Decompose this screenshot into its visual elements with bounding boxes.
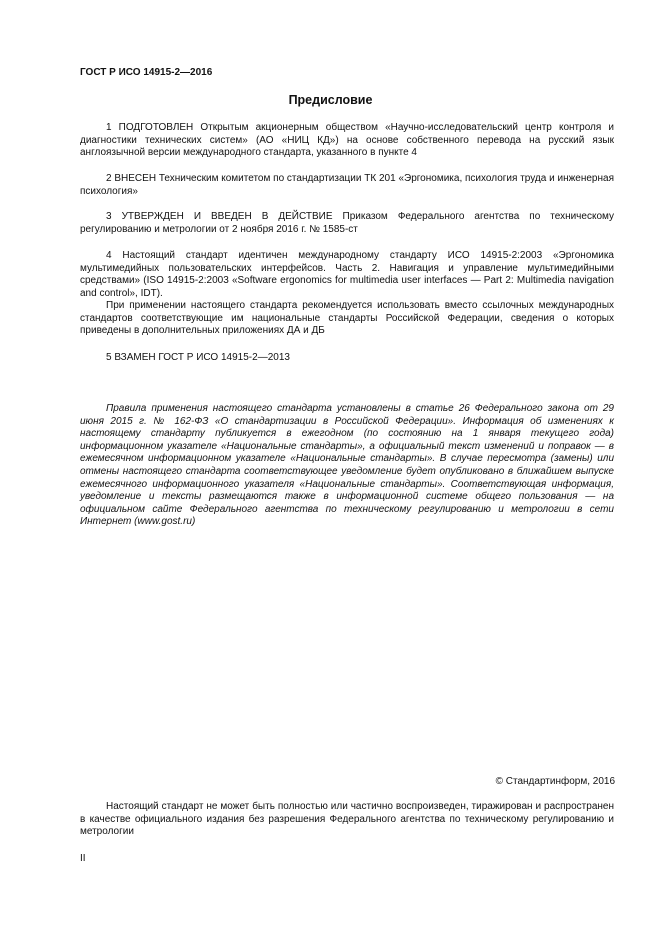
foreword-item-4: 4 Настоящий стандарт идентичен международному стандарту ИСО 14915-2:2003 «Эргономика мультимедийных пользовательских интерфейсов. Часть 2. Навигация и управление мультимедийными средствами» (ISO 14915-2:2003 «Software ergonomics for multimedia user interfaces — Part 2: Multimedia navigation and control», IDT). xyxy=(80,250,614,299)
document-code: ГОСТ Р ИСО 14915-2—2016 xyxy=(80,67,213,78)
foreword-item-1: 1 ПОДГОТОВЛЕН Открытым акционерным обществом «Научно-исследовательский центр контроля и диагностики технических систем» (АО «НИЦ КД») на основе собственного перевода на русский язык англоязычной версии международного стандарта, указанного в пункте 4 xyxy=(80,122,614,159)
rules-notice: Правила применения настоящего стандарта установлены в статье 26 Федерального закона от 29 июня 2015 г. № 162-ФЗ «О стандартизации в Российской Федерации». Информация об изменениях к настоящему стандарту публикуется в ежегодном (по состоянию на 1 января текущего года) информационном указателе «Национальные стандарты», а официальный текст изменений и поправок — в ежемесячном информационном указателе «Национальные стандарты». В случае пересмотра (замены) или отмены настоящего стандарта соответствующее уведомление будет опубликовано в ближайшем выпуске ежемесячного информационного указателя «Национальные стандарты». Соответствующая информация, уведомление и тексты размещаются также в информационной системе общего пользования — на официальном сайте Федерального агентства по техническому регулированию и метрологии в сети Интернет (www.gost.ru) xyxy=(80,403,614,528)
page-title: Предисловие xyxy=(288,93,373,107)
copyright: © Стандартинформ, 2016 xyxy=(495,776,615,787)
foreword-item-3: 3 УТВЕРЖДЕН И ВВЕДЕН В ДЕЙСТВИЕ Приказом Федерального агентства по техническому регулированию и метрологии от 2 ноября 2016 г. № 1585-ст xyxy=(80,211,614,235)
foreword-item-5: 5 ВЗАМЕН ГОСТ Р ИСО 14915-2—2013 xyxy=(106,352,290,363)
foreword-item-2: 2 ВНЕСЕН Техническим комитетом по стандартизации ТК 201 «Эргономика, психология труда и инженерная психология» xyxy=(80,173,614,197)
foreword-item-4-note: При применении настоящего стандарта рекомендуется использовать вместо ссылочных международных стандартов соответствующие им национальные стандарты Российской Федерации, сведения о которых приведены в дополнительных приложениях ДА и ДБ xyxy=(80,300,614,337)
reproduction-notice: Настоящий стандарт не может быть полностью или частично воспроизведен, тиражирован и распространен в качестве официального издания без разрешения Федерального агентства по техническому регулированию и метрологии xyxy=(80,801,614,838)
page-number: II xyxy=(80,853,86,864)
